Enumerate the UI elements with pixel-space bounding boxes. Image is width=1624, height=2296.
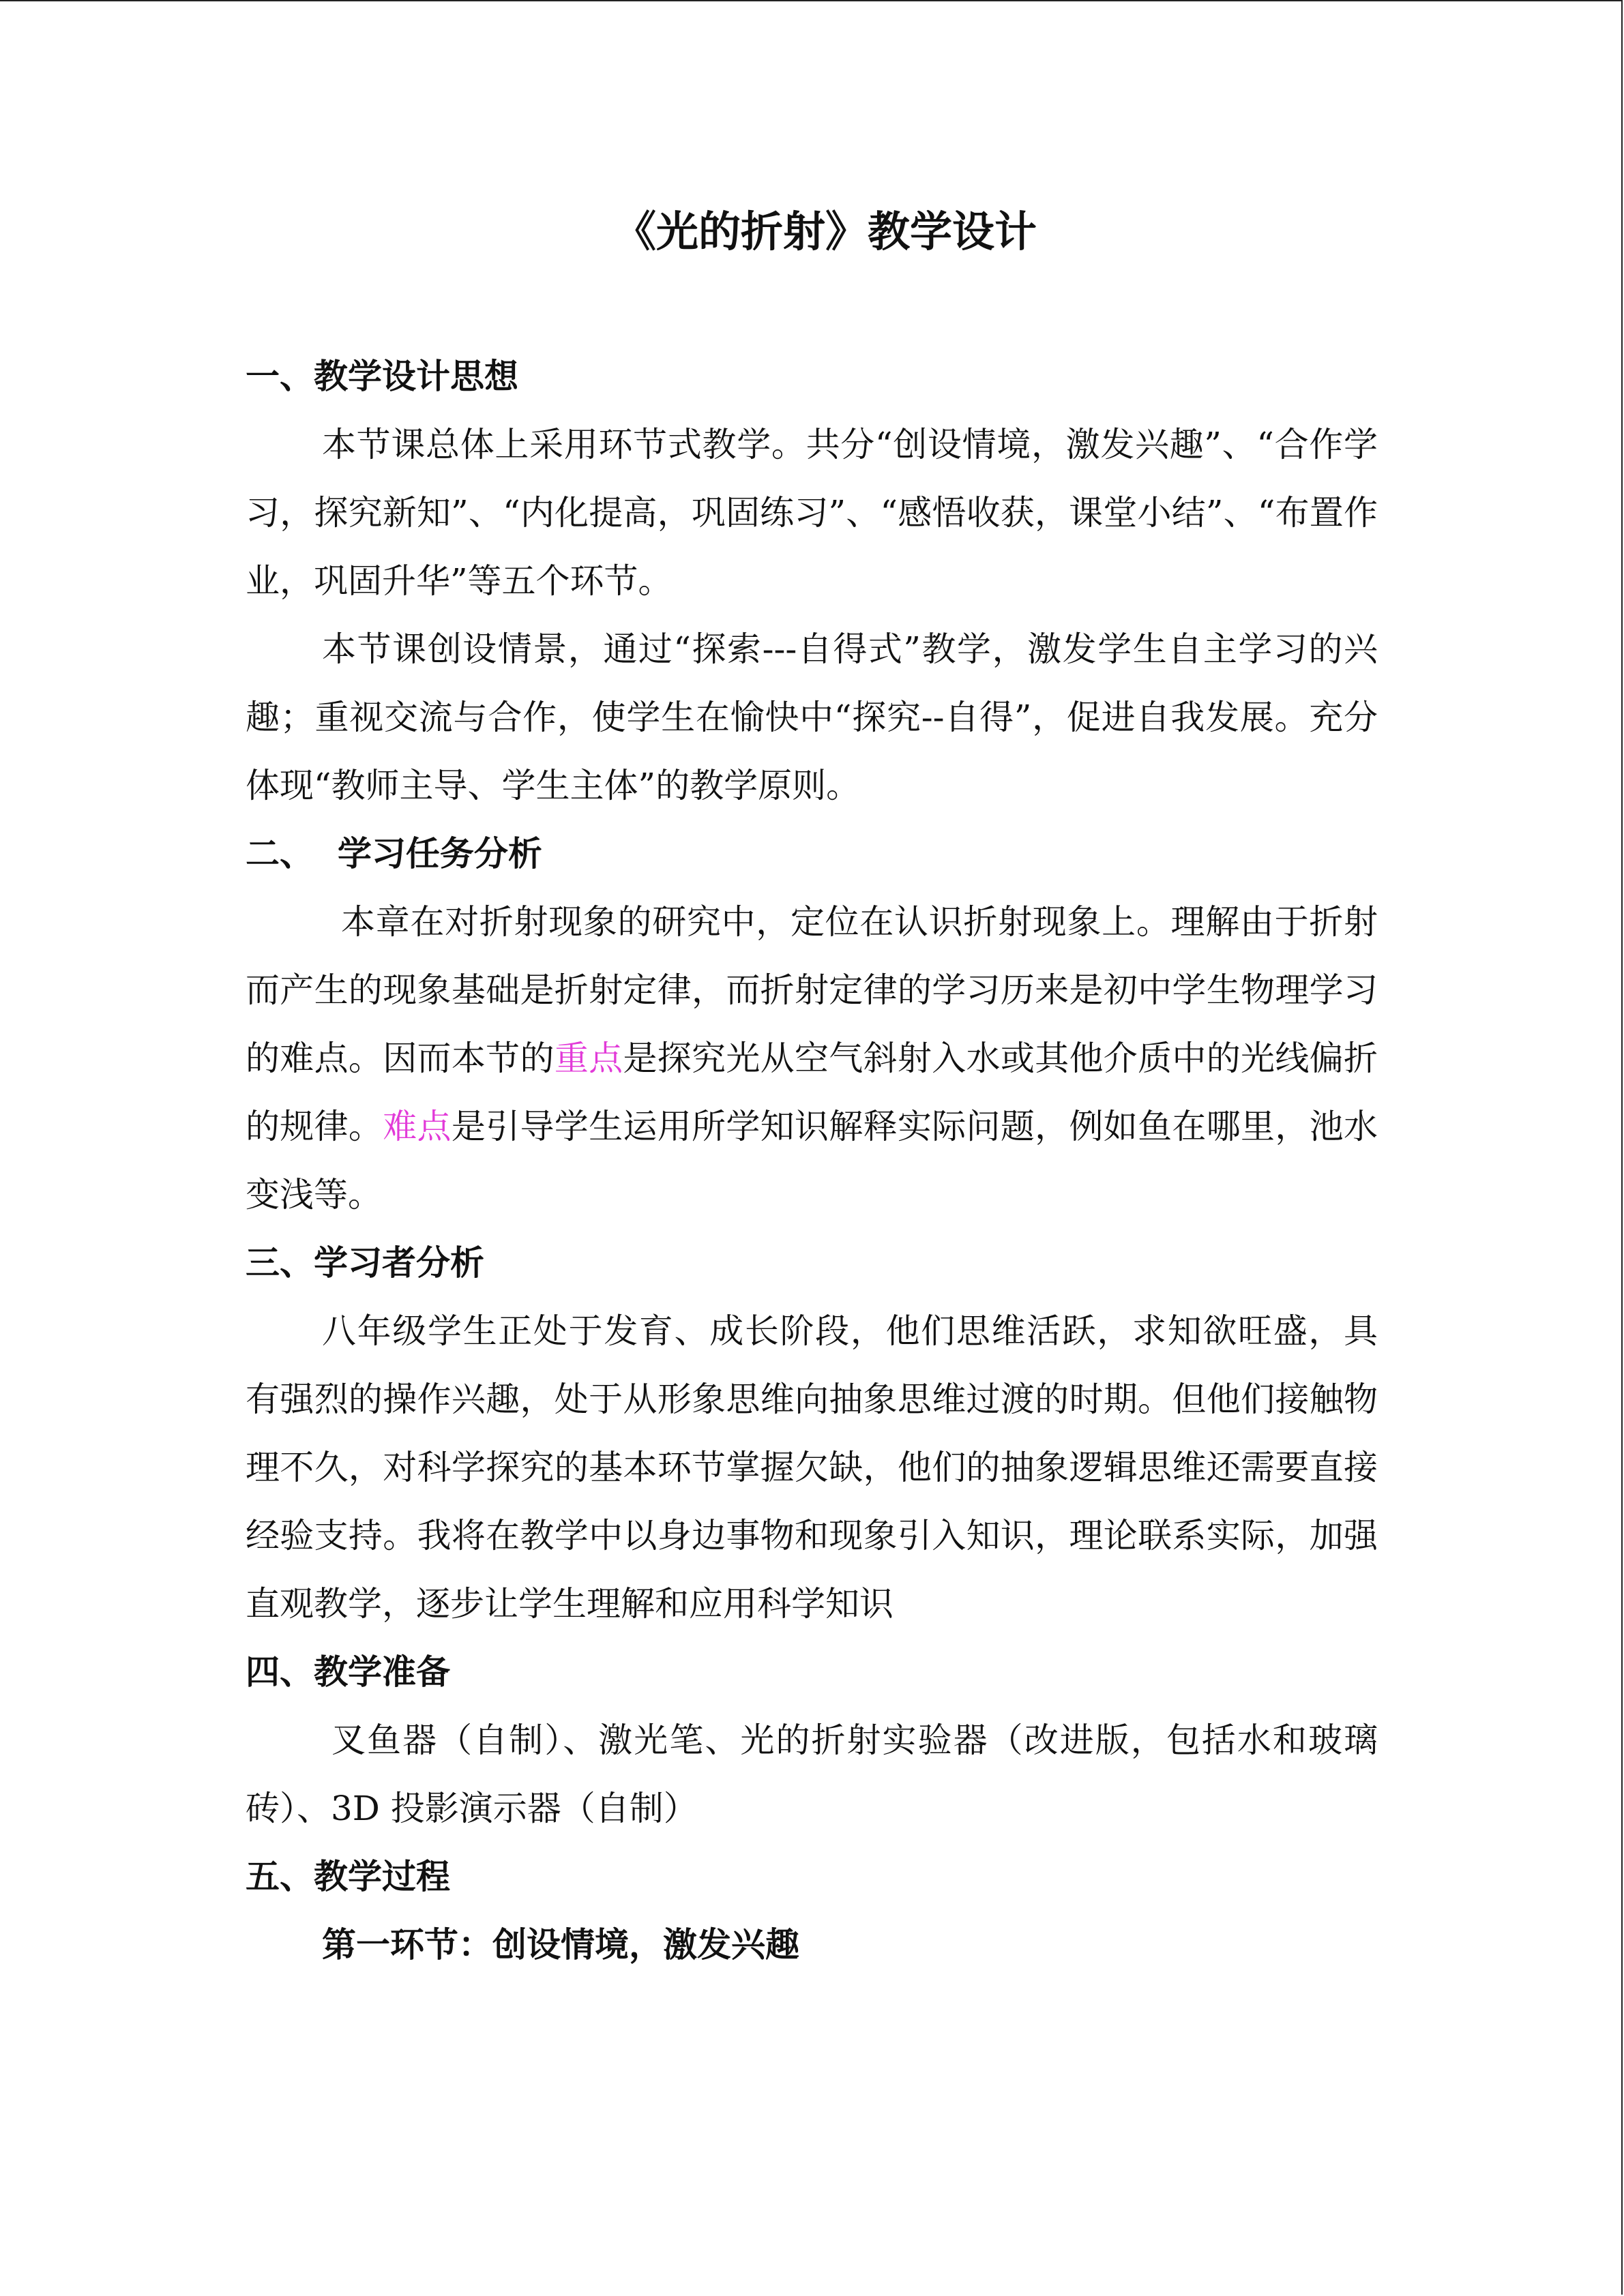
section-heading: 五、教学过程 xyxy=(246,1856,450,1896)
text-run: 是探究光从空气斜射入水或其他介质中的光线偏折的规律。 xyxy=(246,1039,1378,1146)
section-teaching-preparation xyxy=(246,1638,1378,1843)
section-heading: 一、教学设计思想 xyxy=(246,356,518,396)
paragraph: 本节课创设情景，通过“探索---自得式”教学，激发学生自主学习的兴趣；重视交流与合作，使学生在愉快中“探究--自得”，促进自我发展。充分体现“教师主导、学生主体”的教学原则。 xyxy=(246,629,1378,805)
text-run: 本章在对折射现象的研究中，定位在认识折射现象上。理解由于折射而产生的现象基础是折射定律，而折射定律的学习历来是初中学生物理学习的难点。因而本节的 xyxy=(246,902,1378,1078)
section-heading: 四、教学准备 xyxy=(246,1652,450,1692)
highlight-key-point: 重点 xyxy=(554,1039,623,1078)
paragraph xyxy=(246,888,1378,1229)
text-run: 是引导学生运用所学知识解释实际问题，例如鱼在哪里，池水变浅等。 xyxy=(246,1107,1378,1214)
section-design-thinking xyxy=(246,342,1378,820)
section-heading: 三、学习者分析 xyxy=(246,1242,484,1283)
document-body xyxy=(246,205,1378,1979)
highlight-difficulty: 难点 xyxy=(383,1107,452,1146)
paragraph: 本节课总体上采用环节式教学。共分“创设情境，激发兴趣”、“合作学习，探究新知”、“内化提高，巩固练习”、“感悟收获，课堂小结”、“布置作业，巩固升华”等五个环节。 xyxy=(246,425,1378,601)
section-task-analysis xyxy=(246,820,1378,1229)
paragraph: 叉鱼器（自制）、激光笔、光的折射实验器（改进版，包括水和玻璃砖）、3D 投影演示器（自制） xyxy=(246,1720,1378,1828)
section-heading: 二、 学习任务分析 xyxy=(246,833,542,874)
subsection-heading: 第一环节：创设情境，激发兴趣 xyxy=(322,1924,799,1965)
document-title: 《光的折射》教学设计 xyxy=(613,207,1037,256)
paragraph: 八年级学生正处于发育、成长阶段，他们思维活跃，求知欲旺盛，具有强烈的操作兴趣，处于从形象思维向抽象思维过渡的时期。但他们接触物理不久，对科学探究的基本环节掌握欠缺，他们的抽象逻辑思维还需要直接经验支持。我将在教学中以身边事物和现象引入知识，理论联系实际，加强直观教学，逐步让学生理解和应用科学知识 xyxy=(246,1311,1378,1624)
section-teaching-process xyxy=(246,1843,1378,1979)
section-learner-analysis xyxy=(246,1229,1378,1638)
